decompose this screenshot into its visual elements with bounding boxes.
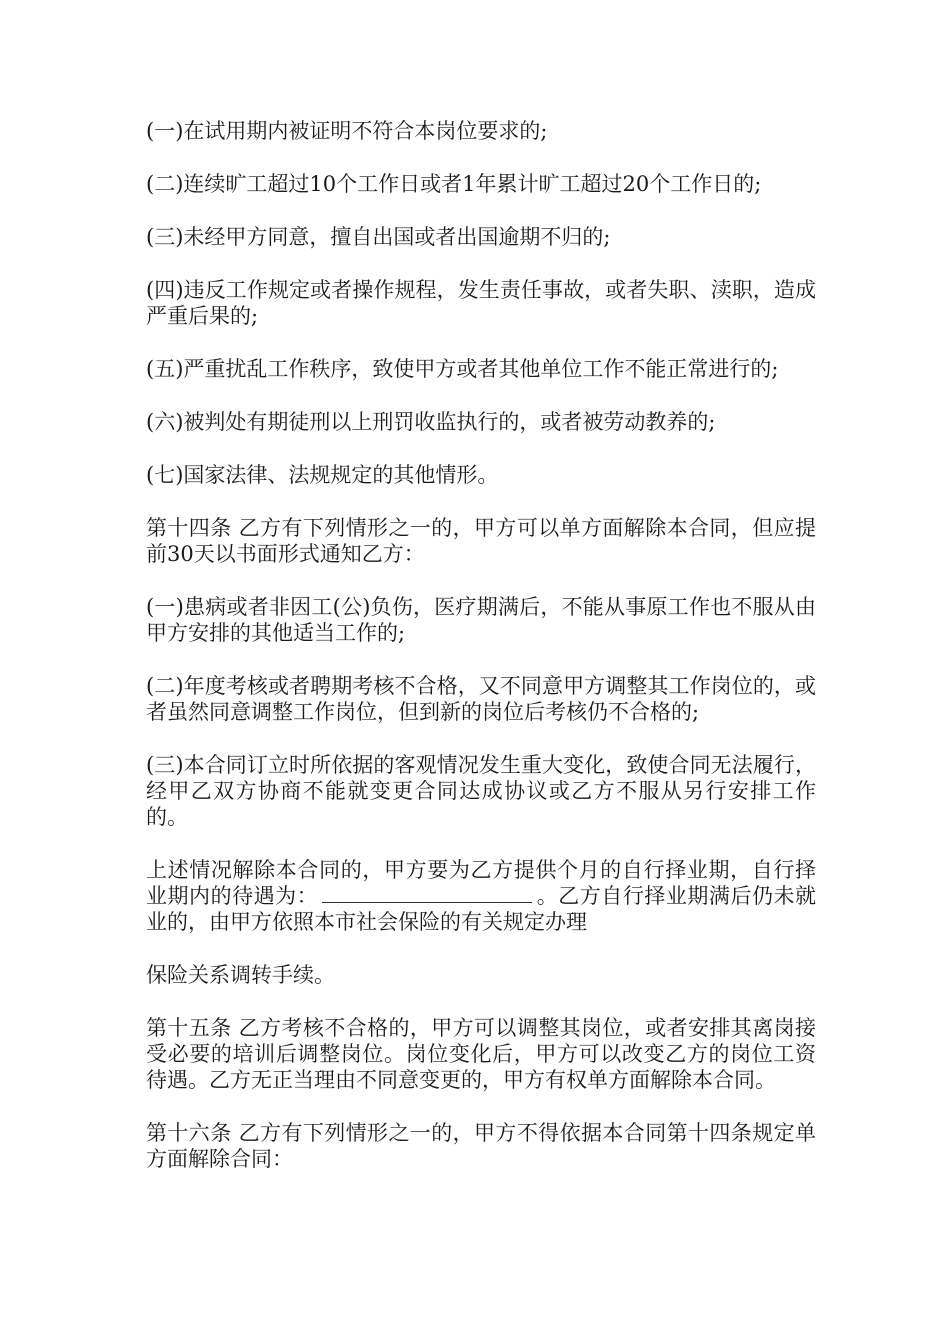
paragraph: (一)患病或者非因工(公)负伤，医疗期满后，不能从事原工作也不服从由甲方安排的其他适当工作的; (146, 595, 816, 645)
paragraph: (五)严重扰乱工作秩序，致使甲方或者其他单位工作不能正常进行的; (146, 357, 779, 381)
paragraph-text-after-blank: 。乙方自行择业期满后仍未就业的，由甲方依照本市社会保险的有关规定办理 (146, 884, 817, 934)
paragraph: (一)在试用期内被证明不符合本岗位要求的; (146, 119, 548, 143)
paragraph-with-blank (146, 857, 816, 935)
paragraph-text-before-blank: 上述情况解除本合同的，甲方要为乙方提供个月的自行择业期，自行择业期内的待遇为： (146, 858, 816, 908)
paragraph: (四)违反工作规定或者操作规程，发生责任事故，或者失职、渎职，造成严重后果的; (146, 278, 816, 328)
paragraph: (三)未经甲方同意，擅自出国或者出国逾期不归的; (146, 225, 611, 249)
paragraph: (二)连续旷工超过10个工作日或者1年累计旷工超过20个工作日的; (146, 172, 762, 196)
article-16-heading: 第十六条 乙方有下列情形之一的，甲方不得依据本合同第十四条规定单方面解除合同： (146, 1121, 816, 1171)
paragraph: (七)国家法律、法规规定的其他情形。 (146, 463, 499, 487)
paragraph: 保险关系调转手续。 (146, 963, 335, 987)
article-14-heading: 第十四条 乙方有下列情形之一的，甲方可以单方面解除本合同，但应提前30天以书面形式通知乙方： (146, 516, 816, 566)
paragraph: (六)被判处有期徒刑以上刑罚收监执行的，或者被劳动教养的; (146, 410, 716, 434)
paragraph: (二)年度考核或者聘期考核不合格，又不同意甲方调整其工作岗位的，或者虽然同意调整工作岗位，但到新的岗位后考核仍不合格的; (146, 674, 816, 724)
document-body (146, 118, 816, 1199)
fill-in-blank-line[interactable] (322, 884, 532, 903)
paragraph: (三)本合同订立时所依据的客观情况发生重大变化，致使合同无法履行，经甲乙双方协商不能就变更合同达成协议或乙方不服从另行安排工作的。 (146, 753, 816, 829)
article-15-paragraph: 第十五条 乙方考核不合格的，甲方可以调整其岗位，或者安排其离岗接受必要的培训后调整岗位。岗位变化后，甲方可以改变乙方的岗位工资待遇。乙方无正当理由不同意变更的，甲方有权单方面解除本合同。 (146, 1016, 816, 1092)
